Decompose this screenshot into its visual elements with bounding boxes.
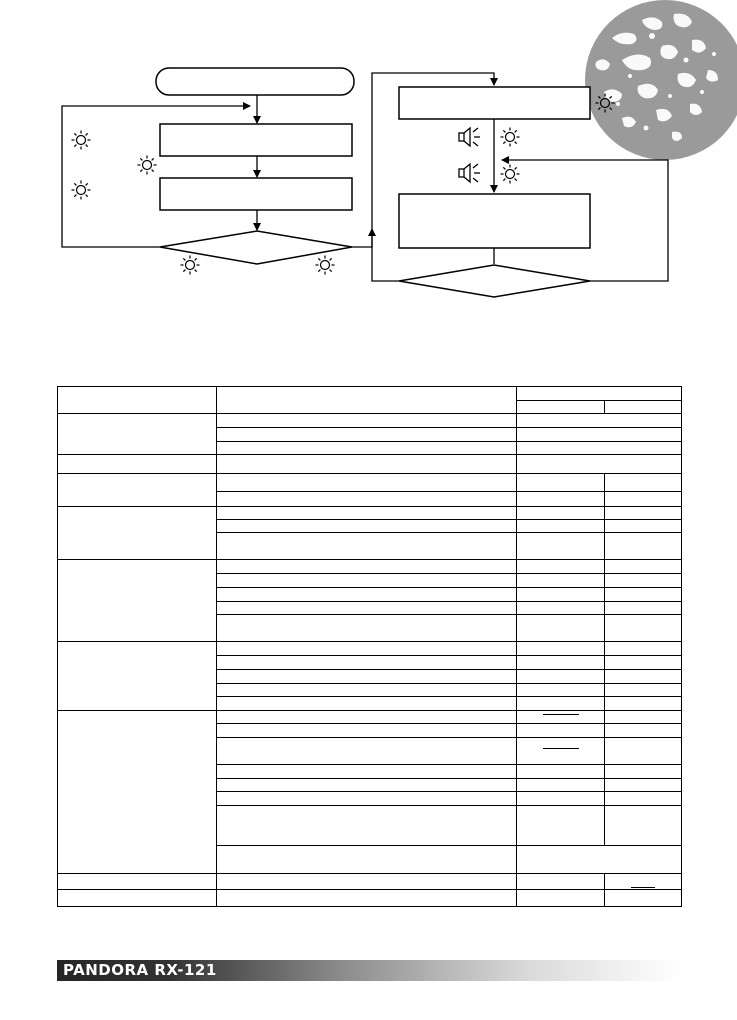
table-cell: [605, 574, 682, 588]
table-row: [58, 642, 682, 656]
table-cell: [217, 574, 517, 588]
table-cell: [605, 765, 682, 779]
table-row: [58, 890, 682, 907]
table-cell: [517, 765, 605, 779]
table-row: [58, 560, 682, 574]
table-cell: [605, 792, 682, 806]
table-cell: [58, 874, 217, 890]
table-cell: [605, 507, 682, 520]
table-cell: [517, 428, 682, 442]
table-cell: [58, 642, 217, 711]
table-cell: [605, 684, 682, 697]
led-icon: [316, 256, 335, 275]
decision-1: [160, 231, 352, 264]
table-cell: [517, 520, 605, 533]
table-cell: [217, 588, 517, 602]
table-cell: [605, 588, 682, 602]
table-cell: [217, 602, 517, 615]
table-cell: [217, 533, 517, 560]
table-cell: [517, 874, 605, 890]
led-icon: [501, 165, 520, 184]
table-cell: [517, 560, 605, 574]
table-cell: [58, 455, 217, 474]
underline-mark: [543, 748, 579, 749]
table-row: [58, 874, 682, 890]
speaker-icon: [459, 128, 480, 146]
table-cell: [605, 670, 682, 684]
table-cell: [517, 588, 605, 602]
table-cell: [517, 642, 605, 656]
table-cell: [58, 474, 217, 507]
table-cell: [217, 806, 517, 846]
table-cell: [605, 560, 682, 574]
table-cell: [217, 846, 517, 874]
led-icon: [596, 94, 615, 113]
table-row: [58, 474, 682, 492]
led-icon: [72, 131, 91, 150]
table-cell: [517, 724, 605, 738]
table-cell: [517, 806, 605, 846]
table-cell: [605, 874, 682, 890]
table-cell: [517, 387, 682, 401]
table-cell: [58, 890, 217, 907]
table-cell: [58, 560, 217, 642]
led-icon: [72, 181, 91, 200]
flowchart: [0, 0, 737, 330]
table-cell: [517, 602, 605, 615]
table-cell: [517, 890, 605, 907]
table-cell: [605, 656, 682, 670]
led-icon: [501, 128, 520, 147]
table-cell: [217, 738, 517, 765]
table-cell: [605, 492, 682, 507]
table-cell: [217, 684, 517, 697]
table-cell: [605, 711, 682, 724]
table-cell: [217, 792, 517, 806]
table-cell: [217, 414, 517, 428]
footer-bar: [57, 960, 681, 981]
table-cell: [605, 738, 682, 765]
table-cell: [605, 890, 682, 907]
table-cell: [217, 520, 517, 533]
table-cell: [517, 656, 605, 670]
table-cell: [217, 890, 517, 907]
table-cell: [217, 697, 517, 711]
table-cell: [517, 711, 605, 724]
table-cell: [217, 779, 517, 792]
table-cell: [217, 670, 517, 684]
table-cell: [517, 474, 605, 492]
step-3-box: [399, 87, 590, 119]
table-cell: [517, 697, 605, 711]
table-cell: [605, 697, 682, 711]
table-cell: [605, 401, 682, 414]
table-cell: [217, 455, 517, 474]
table-cell: [605, 520, 682, 533]
table-cell: [217, 724, 517, 738]
decision-2: [399, 265, 590, 297]
table-cell: [517, 792, 605, 806]
speaker-icon: [459, 164, 480, 182]
table-row: [58, 414, 682, 428]
spec-table: [57, 386, 682, 907]
table-cell: [517, 455, 682, 474]
table-cell: [605, 474, 682, 492]
table-cell: [517, 779, 605, 792]
led-icon: [181, 256, 200, 275]
table-cell: [217, 874, 517, 890]
table-cell: [217, 507, 517, 520]
table-cell: [217, 615, 517, 642]
table-cell: [217, 711, 517, 724]
table-row: [58, 455, 682, 474]
table-row: [58, 507, 682, 520]
table-cell: [605, 724, 682, 738]
table-cell: [217, 492, 517, 507]
table-cell: [517, 492, 605, 507]
table-cell: [217, 474, 517, 492]
table-cell: [517, 414, 682, 428]
table-cell: [58, 387, 217, 414]
step-4-box: [399, 194, 590, 248]
table-cell: [517, 574, 605, 588]
table-cell: [58, 507, 217, 560]
table-cell: [605, 806, 682, 846]
start-pill: [156, 68, 354, 95]
table-cell: [217, 560, 517, 574]
table-cell: [58, 414, 217, 455]
table-cell: [58, 711, 217, 874]
table-cell: [517, 615, 605, 642]
table-cell: [217, 765, 517, 779]
table-cell: [605, 779, 682, 792]
table-cell: [517, 507, 605, 520]
table-cell: [217, 656, 517, 670]
table-cell: [517, 442, 682, 455]
table-cell: [217, 442, 517, 455]
underline-mark: [631, 887, 655, 888]
led-icon: [138, 156, 157, 175]
table-cell: [517, 684, 605, 697]
table-row: [58, 387, 682, 401]
table-cell: [517, 738, 605, 765]
table-cell: [605, 602, 682, 615]
table-cell: [217, 387, 517, 414]
table-cell: [517, 533, 605, 560]
table-cell: [517, 401, 605, 414]
table-row: [58, 711, 682, 724]
table-cell: [605, 642, 682, 656]
step-2-box: [160, 178, 352, 210]
table-cell: [605, 615, 682, 642]
underline-mark: [543, 714, 579, 715]
footer-brand: PANDORA RX-121: [63, 961, 217, 979]
table-cell: [605, 533, 682, 560]
step-1-box: [160, 124, 352, 156]
table-cell: [517, 846, 682, 874]
table-cell: [217, 642, 517, 656]
table-cell: [517, 670, 605, 684]
table-cell: [217, 428, 517, 442]
